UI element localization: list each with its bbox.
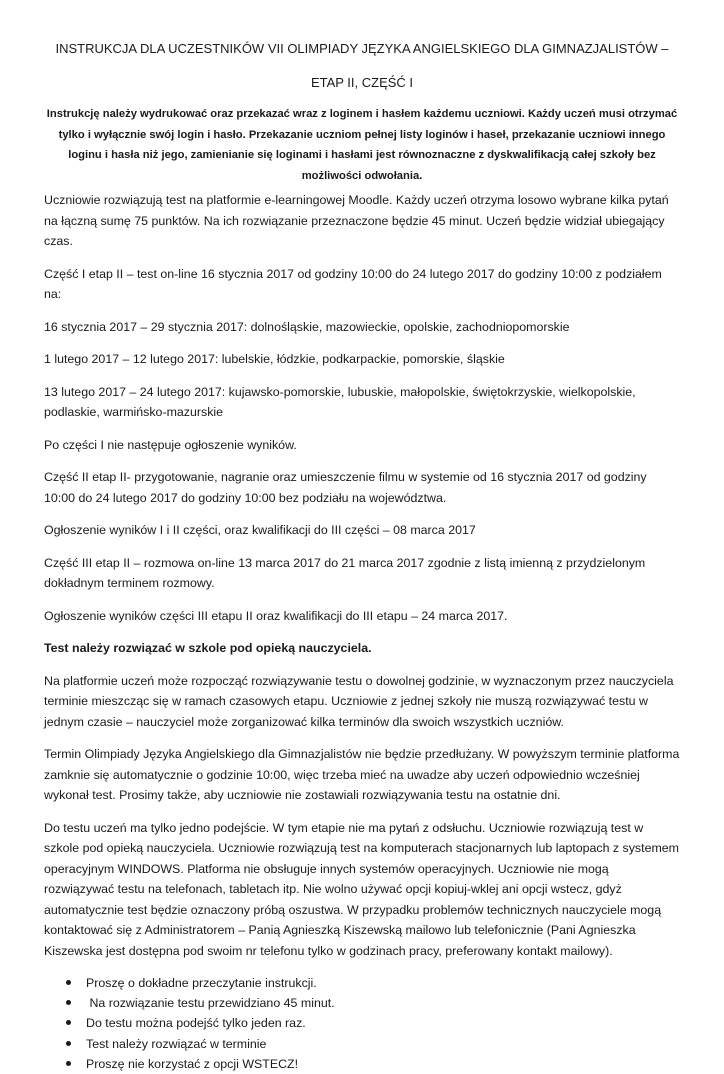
paragraph-period1: 16 stycznia 2017 – 29 stycznia 2017: dolnośląskie, mazowieckie, opolskie, zachodniopomorskie — [44, 319, 570, 334]
bullet-icon — [66, 1061, 71, 1066]
paragraph-part3: Część III etap II – rozmowa on-line 13 marca 2017 do 21 marca 2017 zgodnie z listą imienną z przydzielonym dokładnym terminem rozmowy. — [44, 555, 646, 590]
list-item — [66, 1054, 680, 1074]
bullet-icon — [66, 1020, 71, 1025]
paragraph-start-time: Na platformie uczeń może rozpocząć rozwiązywanie testu o dowolnej godzinie, w wyznaczonym przez nauczyciela terminie mieszcząc się w ramach czasowych etapu. Uczniowie z jednej szkoły nie muszą rozwiązywać testu w jednym czasie – nauczyciel może zorganizować kilka terminów dla swoich wszystkich uczniów. — [44, 673, 674, 729]
paragraph-part2: Część II etap II- przygotowanie, nagranie oraz umieszczenie filmu w systemie od 16 stycznia 2017 od godziny 10:00 do 24 lutego 2017 do godziny 10:00 bez podziału na województwa. — [44, 470, 647, 505]
document-title-line2: ETAP II, CZĘŚĆ I — [310, 75, 414, 90]
paragraph-rules: Do testu uczeń ma tylko jedno podejście. W tym etapie nie ma pytań z odsłuchu. Uczniowie rozwiązują test w szkole pod opieką nauczyciela. Uczniowie rozwiązują test na komputerach stacjonarnych lub laptopach z systemem operacyjnym WINDOWS. Platforma nie obsługuje innych systemów operacyjnych. Uczniowie nie mogą rozwiązywać testu na telefonach, tabletach itp. Nie wolno używać opcji kopiuj-wklej ani opcji wstecz, gdyż automatycznie test będzie oznaczony próbą oszustwa. W przypadku problemów technicznych nauczyciele mogą kontaktować się z Administratorem – Panią Agnieszką Kiszewską mailowo lub telefonicznie (Pani Agnieszka Kiszewska jest dostępna pod swoim nr telefonu tylko w godzinach pracy, preferowany kontakt mailowy). — [44, 820, 679, 958]
list-item — [66, 1034, 680, 1054]
paragraph-period3: 13 lutego 2017 – 24 lutego 2017: kujawsko-pomorskie, lubuskie, małopolskie, świętokrzyskie, wielkopolskie, podlaskie, warmińsko-mazurskie — [44, 384, 636, 419]
paragraph-results-announcement: Ogłoszenie wyników I i II części, oraz kwalifikacji do III części – 08 marca 2017 — [44, 523, 476, 537]
list-item — [66, 973, 680, 993]
paragraph-school-supervision: Test należy rozwiązać w szkole pod opieką nauczyciela. — [44, 641, 372, 655]
document-title-line1: INSTRUKCJA DLA UCZESTNIKÓW VII OLIMPIADY JĘZYKA ANGIELSKIEGO DLA GIMNAZJALISTÓW – — [55, 41, 669, 56]
list-item-text: Test należy rozwiązać w terminie — [86, 1036, 267, 1051]
list-item-text: Proszę nie korzystać z opcji WSTECZ! — [86, 1056, 299, 1071]
paragraph-deadline: Termin Olimpiady Języka Angielskiego dla Gimnazjalistów nie będzie przedłużany. W powyższym terminie platforma zamknie się automatycznie o godzinie 10:00, więc trzeba mieć na uwadze aby uczeń odpowiednio wcześniej wykonał test. Prosimy także, aby uczniowie nie zostawiali rozwiązywania testu na ostatnie dni. — [44, 747, 680, 802]
paragraph-final-results: Ogłoszenie wyników części III etapu II oraz kwalifikacji do III etapu – 24 marca 2017. — [44, 608, 508, 623]
bullet-icon — [66, 980, 71, 985]
paragraph-part1-schedule: Część I etap II – test on-line 16 stycznia 2017 od godziny 10:00 do 24 lutego 2017 do godziny 10:00 z podziałem na: — [44, 266, 662, 301]
list-item-text: Proszę o dokładne przeczytanie instrukcji. — [86, 976, 317, 990]
list-item-text: Do testu można podejść tylko jeden raz. — [86, 1016, 306, 1031]
warning-paragraph: Instrukcję należy wydrukować oraz przekazać wraz z loginem i hasłem każdemu uczniowi. Każdy uczeń musi otrzymać tylko i wyłącznie swój login i hasło. Przekazanie uczniom pełnej listy loginów i haseł, przekazanie uczniowi innego loginu i hasła niż jego, zamienianie się loginami i hasłami jest równoznaczne z dyskwalifikacją całej szkoły bez możliwości odwołania. — [46, 108, 678, 182]
paragraph-platform: Uczniowie rozwiązują test na platformie e-learningowej Moodle. Każdy uczeń otrzyma losowo wybrane kilka pytań na łączną sumę 75 punktów. Na ich rozwiązanie przeznaczone będzie 45 minut. Uczeń będzie widział ubiegający czas. — [44, 193, 669, 248]
bullet-icon — [66, 1000, 71, 1005]
bullet-icon — [66, 1041, 71, 1046]
list-item — [66, 993, 680, 1013]
list-item-text: Na rozwiązanie testu przewidziano 45 minut. — [86, 996, 335, 1011]
paragraph-period2: 1 lutego 2017 – 12 lutego 2017: lubelskie, łódzkie, podkarpackie, pomorskie, śląskie — [44, 352, 505, 366]
paragraph-no-results: Po części I nie następuje ogłoszenie wyników. — [44, 437, 297, 452]
